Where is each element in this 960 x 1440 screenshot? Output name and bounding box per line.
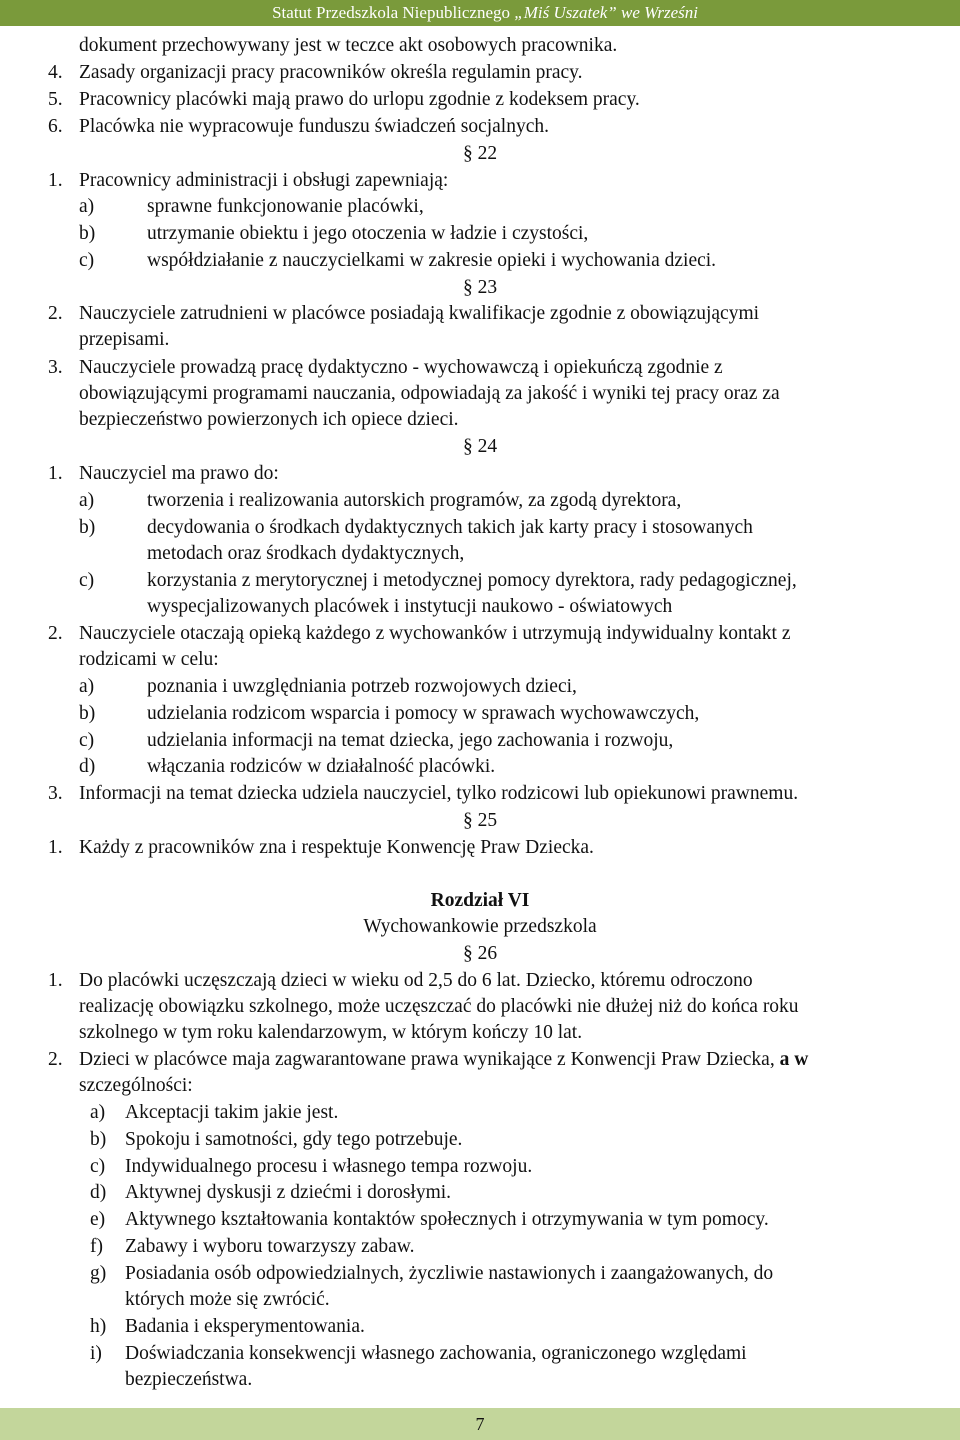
text-line: sprawne funkcjonowanie placówki, xyxy=(147,196,424,217)
item-number: 3. xyxy=(48,783,63,804)
text-line: rodzicami w celu: xyxy=(79,649,219,670)
item-number: 1. xyxy=(48,970,63,991)
text-line: Nauczyciele zatrudnieni w placówce posiadają kwalifikacje zgodnie z obowiązującymi xyxy=(79,303,760,324)
text-line: Nauczyciele otaczają opieką każdego z wychowanków i utrzymują indywidualny kontakt z xyxy=(79,623,791,644)
section-heading: § 23 xyxy=(462,277,498,298)
text-line: udzielania rodzicom wsparcia i pomocy w sprawach wychowawczych, xyxy=(147,703,700,724)
item-letter: b) xyxy=(79,517,96,538)
text-line: korzystania z merytorycznej i metodycznej pomocy dyrektora, rady pedagogicznej, xyxy=(147,570,797,591)
item-letter: g) xyxy=(90,1263,107,1284)
text-line: Badania i eksperymentowania. xyxy=(125,1316,365,1337)
item-letter: a) xyxy=(90,1102,106,1123)
item-letter: c) xyxy=(79,570,95,591)
text-line: Aktywnego kształtowania kontaktów społecznych i otrzymywania w tym pomocy. xyxy=(125,1209,769,1230)
section-heading: § 25 xyxy=(462,810,498,831)
text-line: wyspecjalizowanych placówek i instytucji naukowo - oświatowych xyxy=(147,596,673,617)
text-line: Posiadania osób odpowiedzialnych, życzliwie nastawionych i zaangażowanych, do xyxy=(125,1263,774,1284)
item-number: 2. xyxy=(48,303,63,324)
text-line: współdziałanie z nauczycielkami w zakresie opieki i wychowania dzieci. xyxy=(147,250,717,271)
text-line: realizację obowiązku szkolnego, może uczęszczać do placówki nie dłużej niż do końca roku xyxy=(79,996,799,1017)
item-letter: c) xyxy=(79,730,95,751)
chapter-title: Wychowankowie przedszkola xyxy=(363,916,597,937)
header-title-italic: „Miś Uszatek” we Wrześni xyxy=(514,3,698,22)
item-letter: a) xyxy=(79,490,95,511)
text-line: włączania rodziców w działalność placówki. xyxy=(147,756,496,777)
item-letter: a) xyxy=(79,676,95,697)
text-line: bezpieczeństwo powierzonych ich opiece dzieci. xyxy=(79,409,459,430)
text-line: decydowania o środkach dydaktycznych takich jak karty pracy i stosowanych xyxy=(147,517,753,538)
text-line: Doświadczania konsekwencji własnego zachowania, ograniczonego względami xyxy=(125,1343,747,1364)
item-letter: d) xyxy=(79,756,96,777)
text-line: szczególności: xyxy=(79,1075,193,1096)
item-letter: c) xyxy=(90,1156,106,1177)
text-line-bold: a w xyxy=(779,1049,809,1070)
text-line: Zasady organizacji pracy pracowników określa regulamin pracy. xyxy=(79,62,583,83)
text-line xyxy=(79,1047,808,1073)
text-line: utrzymanie obiektu i jego otoczenia w ładzie i czystości, xyxy=(147,223,589,244)
header-title xyxy=(272,2,698,24)
item-number: 4. xyxy=(48,62,63,83)
text-line: udzielania informacji na temat dziecka, jego zachowania i rozwoju, xyxy=(147,730,674,751)
text-line: Placówka nie wypracowuje funduszu świadczeń socjalnych. xyxy=(79,116,550,137)
item-letter: b) xyxy=(79,703,96,724)
text-line: Każdy z pracowników zna i respektuje Konwencję Praw Dziecka. xyxy=(79,837,594,858)
header-title-text: Statut Przedszkola Niepublicznego xyxy=(272,3,515,22)
page-number: 7 xyxy=(475,1414,485,1434)
item-number: 2. xyxy=(48,623,63,644)
section-heading: § 24 xyxy=(462,436,498,457)
text-line: Zabawy i wyboru towarzyszy zabaw. xyxy=(125,1236,415,1257)
item-letter: f) xyxy=(90,1236,103,1257)
item-letter: e) xyxy=(90,1209,106,1230)
chapter-heading: Rozdział VI xyxy=(430,890,530,911)
item-letter: b) xyxy=(79,223,96,244)
text-line: Pracownicy administracji i obsługi zapewniają: xyxy=(79,170,449,191)
item-letter: h) xyxy=(90,1316,107,1337)
text-line-part: Dzieci w placówce maja zagwarantowane prawa wynikające z Konwencji Praw Dziecka, xyxy=(79,1049,780,1070)
item-number: 6. xyxy=(48,116,63,137)
text-line: Informacji na temat dziecka udziela nauczyciel, tylko rodzicowi lub opiekunowi prawnemu. xyxy=(79,783,799,804)
text-line: Do placówki uczęszczają dzieci w wieku od 2,5 do 6 lat. Dziecko, któremu odroczono xyxy=(79,970,753,991)
text-line: metodach oraz środkach dydaktycznych, xyxy=(147,543,465,564)
item-number: 3. xyxy=(48,357,63,378)
text-line: dokument przechowywany jest w teczce akt osobowych pracownika. xyxy=(79,35,618,56)
text-line: Indywidualnego procesu i własnego tempa rozwoju. xyxy=(125,1156,533,1177)
item-number: 2. xyxy=(48,1049,63,1070)
item-number: 5. xyxy=(48,89,63,110)
item-letter: b) xyxy=(90,1129,107,1150)
text-line: Akceptacji takim jakie jest. xyxy=(125,1102,339,1123)
text-line: tworzenia i realizowania autorskich programów, za zgodą dyrektora, xyxy=(147,490,682,511)
text-line: Nauczyciele prowadzą pracę dydaktyczno - wychowawczą i opiekuńczą zgodnie z xyxy=(79,357,723,378)
text-line: szkolnego w tym roku kalendarzowym, w którym kończy 10 lat. xyxy=(79,1022,583,1043)
text-line: poznania i uwzględniania potrzeb rozwojowych dzieci, xyxy=(147,676,577,697)
item-letter: i) xyxy=(90,1343,102,1364)
section-heading: § 22 xyxy=(462,143,498,164)
text-line: Spokoju i samotności, gdy tego potrzebuje. xyxy=(125,1129,463,1150)
section-heading: § 26 xyxy=(462,943,498,964)
text-line: Pracownicy placówki mają prawo do urlopu zgodnie z kodeksem pracy. xyxy=(79,89,640,110)
text-line: Nauczyciel ma prawo do: xyxy=(79,463,279,484)
item-letter: c) xyxy=(79,250,95,271)
text-line: obowiązującymi programami nauczania, odpowiadają za jakość i wyniki tej pracy oraz za xyxy=(79,383,780,404)
text-line: Aktywnej dyskusji z dziećmi i dorosłymi. xyxy=(125,1182,452,1203)
text-line: których może się zwrócić. xyxy=(125,1289,330,1310)
item-letter: d) xyxy=(90,1182,107,1203)
item-number: 1. xyxy=(48,463,63,484)
text-line: bezpieczeństwa. xyxy=(125,1369,253,1390)
item-letter: a) xyxy=(79,196,95,217)
item-number: 1. xyxy=(48,170,63,191)
text-line: przepisami. xyxy=(79,329,170,350)
item-number: 1. xyxy=(48,837,63,858)
